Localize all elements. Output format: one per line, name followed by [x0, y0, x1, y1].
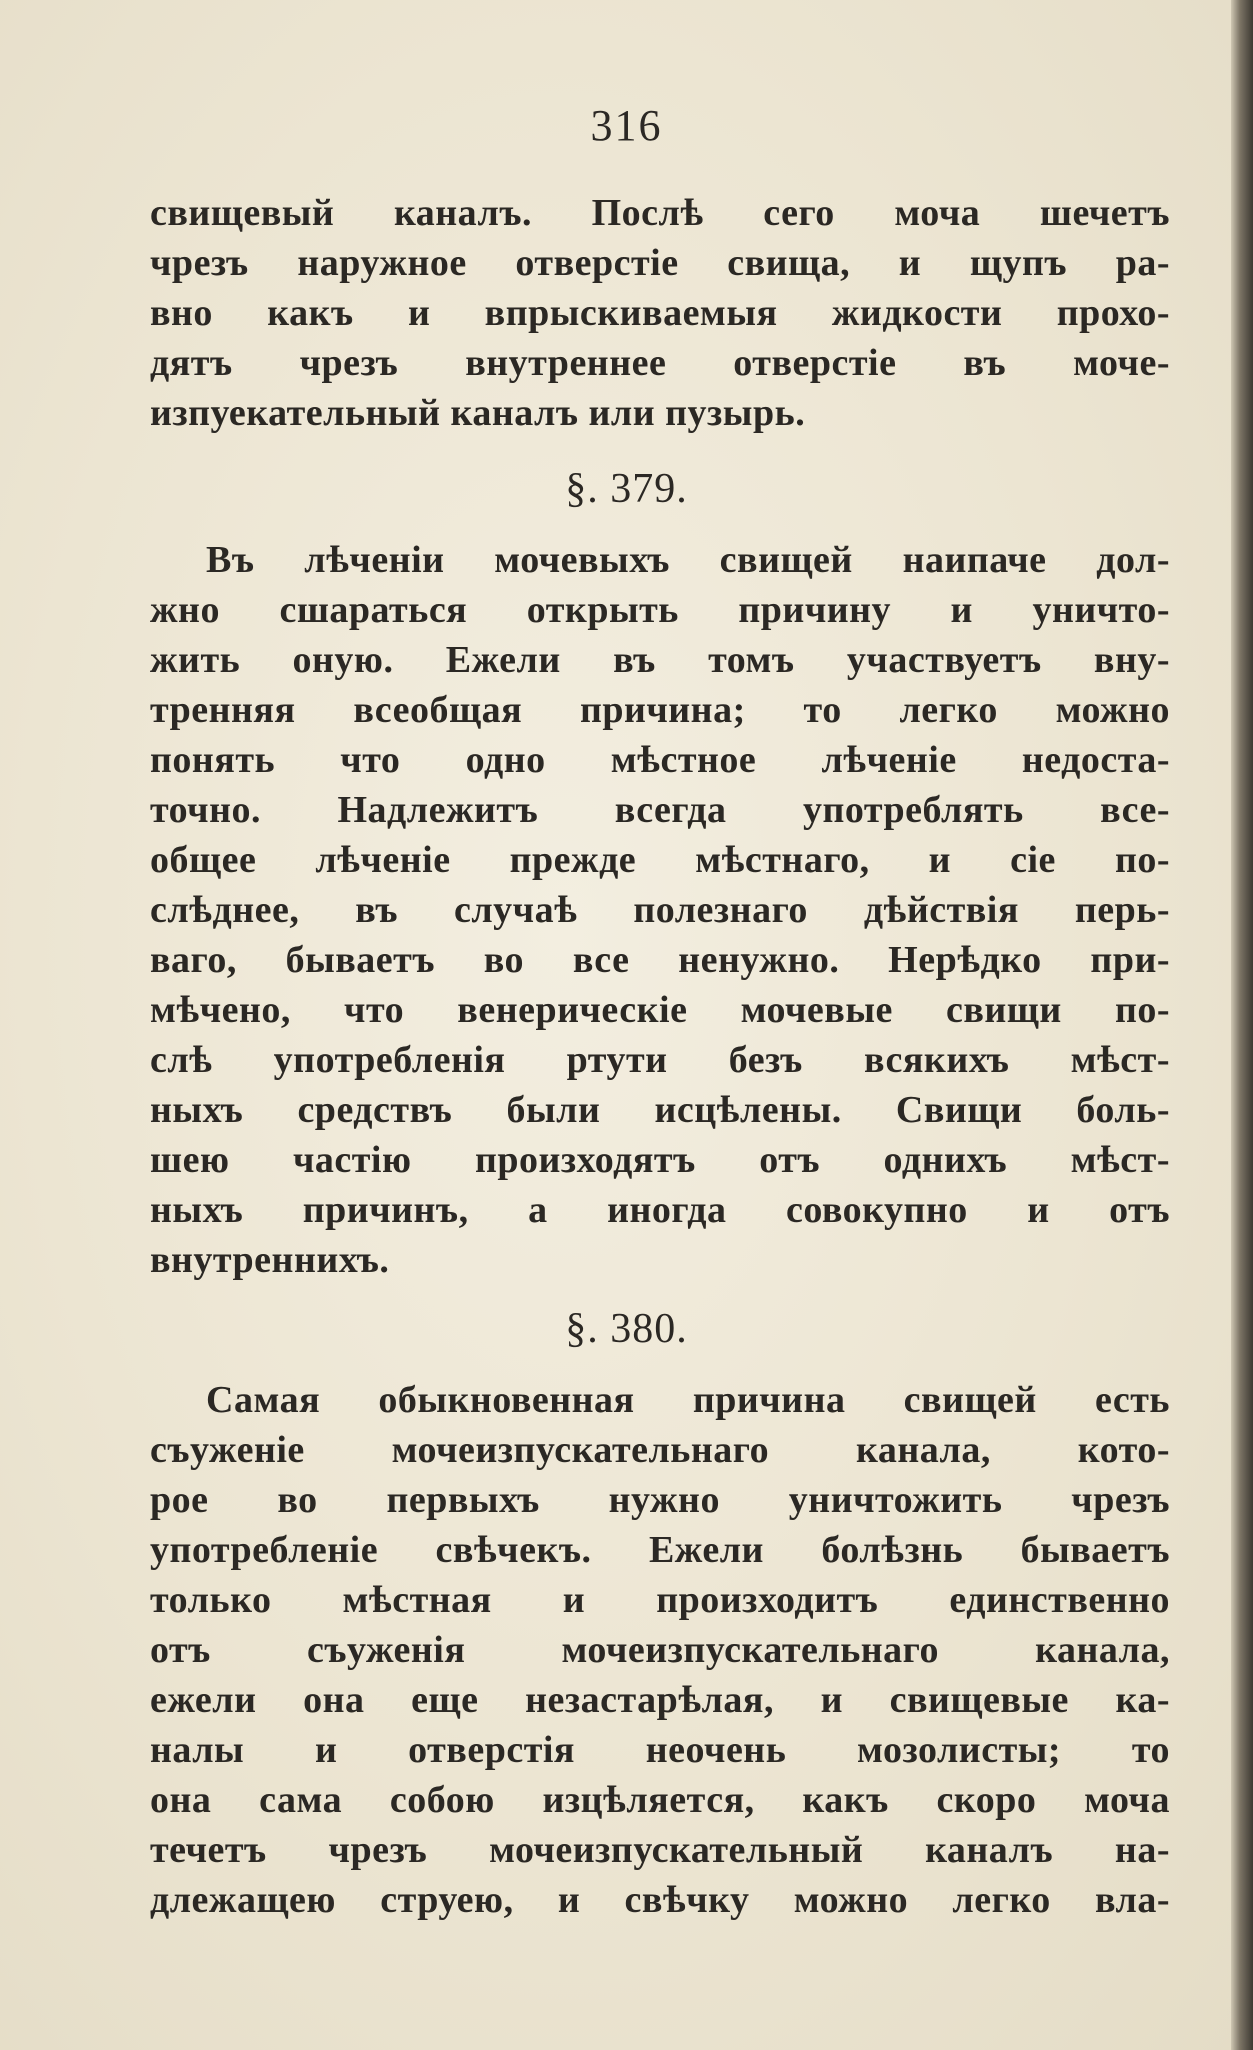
text-line: налы и отверстія неочень мозолисты; то — [150, 1729, 1170, 1771]
text-line: жно сшараться открыть причину и уничто- — [150, 589, 1170, 631]
text-line: общее лѣченіе прежде мѣстнаго, и сіе по- — [150, 839, 1170, 881]
text-line: рое во первыхъ нужно уничтожить чрезъ — [150, 1479, 1170, 1521]
text-line: только мѣстная и произходитъ единственно — [150, 1579, 1170, 1621]
text-line: дятъ чрезъ внутреннее отверстіе въ моче- — [150, 342, 1170, 384]
text-line: съуженіе мочеизпускательнаго канала, кото- — [150, 1429, 1170, 1471]
text-line: употребленіе свѣчекъ. Ежели болѣзнь бываетъ — [150, 1529, 1170, 1571]
text-line: изпуекательный каналъ или пузырь. — [150, 392, 806, 434]
text-line: она сама собою изцѣляется, какъ скоро моча — [150, 1779, 1170, 1821]
paragraph-top — [150, 188, 1170, 438]
text-line: ваго, бываетъ во все ненужно. Нерѣдко при- — [150, 939, 1170, 981]
text-line: чрезъ наружное отверстіе свища, и щупъ ра- — [150, 242, 1170, 284]
paragraph-380 — [150, 1375, 1170, 1925]
text-line: шею частію произходятъ отъ однихъ мѣст- — [150, 1139, 1170, 1181]
text-line: ежели она еще незастарѣлая, и свищевые ка- — [150, 1679, 1170, 1721]
text-line: слѣ употребленія ртути безъ всякихъ мѣст- — [150, 1039, 1170, 1081]
text-line: ныхъ средствъ были исцѣлены. Свищи боль- — [150, 1089, 1170, 1131]
text-line: точно. Надлежитъ всегда употреблять все- — [150, 789, 1170, 831]
text-line: течетъ чрезъ мочеизпускательный каналъ на- — [150, 1829, 1170, 1871]
page-number: 316 — [590, 101, 663, 150]
text-line: свищевый каналъ. Послѣ сего моча шечетъ — [150, 192, 1170, 234]
text-line: понять что одно мѣстное лѣченіе недоста- — [150, 739, 1170, 781]
text-line: внутреннихъ. — [150, 1239, 390, 1281]
text-line: Въ лѣченіи мочевыхъ свищей наипаче дол- — [206, 539, 1170, 581]
text-line: Самая обыкновенная причина свищей есть — [206, 1379, 1170, 1421]
text-line: ныхъ причинъ, а иногда совокупно и отъ — [150, 1189, 1170, 1231]
text-line: отъ съуженія мочеизпускательнаго канала, — [150, 1629, 1170, 1671]
paragraph-379 — [150, 535, 1170, 1285]
section-heading-380: §. 380. — [565, 1306, 688, 1352]
section-heading-379: §. 379. — [565, 466, 688, 512]
text-line: мѣчено, что венерическіе мочевые свищи по- — [150, 989, 1170, 1031]
text-line: слѣднее, въ случаѣ полезнаго дѣйствія перь- — [150, 889, 1170, 931]
text-line: вно какъ и впрыскиваемыя жидкости прохо- — [150, 292, 1170, 334]
page-gutter-shadow — [1231, 0, 1253, 2050]
text-line: длежащею струею, и свѣчку можно легко вла- — [150, 1879, 1170, 1921]
text-line: жить оную. Ежели въ томъ участвуетъ вну- — [150, 639, 1170, 681]
text-line: тренняя всеобщая причина; то легко можно — [150, 689, 1170, 731]
